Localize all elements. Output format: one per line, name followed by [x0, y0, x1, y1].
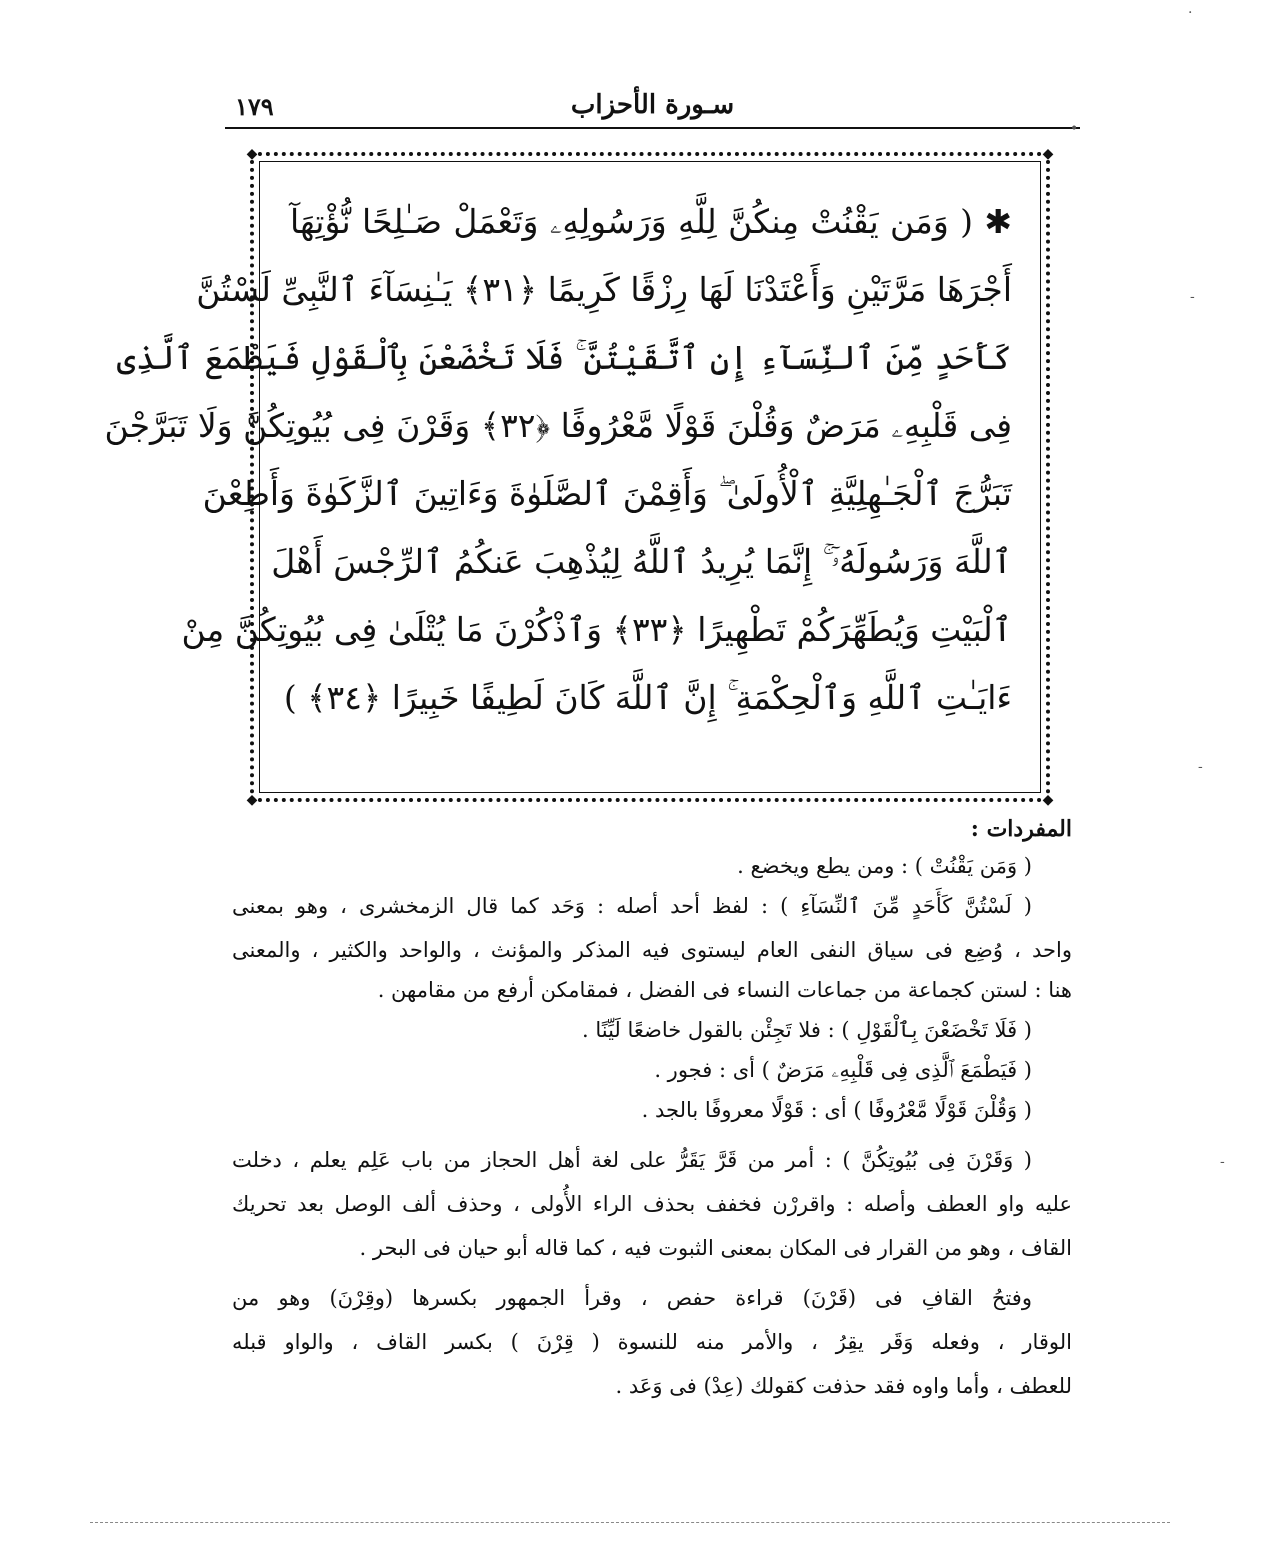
commentary-line: هنا : لستن كجماعة من جماعات النساء فى الفضل ، فمقامكن أرفع من مقامهن . [377, 978, 1072, 1002]
header-rule [225, 127, 1080, 129]
commentary-line: الوقار ، وفعله وَقَر يقِرُ ، والأمر منه للنسوة ( قِرْنَ ) بكسر القاف ، والواو قبله [232, 1330, 1072, 1354]
verse-line: كَأَحَدٍ مِّنَ ٱلنِّسَآءِ إِنِ ٱتَّقَيْتُنَّ ۚ فَلَا تَخْضَعْنَ بِٱلْقَوْلِ فَيَطْمَعَ ٱلَّذِى [116, 338, 1012, 377]
page-number: ١٧٩ [235, 92, 274, 121]
commentary-line: ( وَقُلْنَ قَوْلًا مَّعْرُوفًا ) أى : قَوْلًا معروفًا بالجد . [641, 1098, 1032, 1122]
verse-lines [104, 188, 1012, 732]
commentary-line: ( وَمَن يَقْنُتْ ) : ومن يطع ويخضع . [737, 854, 1032, 878]
vocabulary-heading: المفردات : [970, 816, 1072, 842]
verse-line: ءَايَـٰتِ ٱللَّهِ وَٱلْحِكْمَةِ ۚ إِنَّ ٱللَّهَ كَانَ لَطِيفًا خَبِيرًا ﴿٣٤﴾ ) [283, 678, 1012, 717]
commentary-line: ( وَقَرْنَ فِى بُيُوتِكُنَّ ) : أمر من قَرَّ يَقَرُّ على لغة أهل الحجاز من باب عَلِم يعلم ، دخلت [232, 1148, 1032, 1172]
commentary-line: ( فَيَطْمَعَ ٱلَّذِى فِى قَلْبِهِۦ مَرَضٌ ) أى : فجور . [654, 1058, 1032, 1082]
scan-speck-icon: • [1070, 121, 1079, 137]
frame-corner-ornament-icon: ◆ [246, 146, 258, 162]
surah-title: سـورة الأحزاب [570, 90, 735, 120]
quran-verses-frame [104, 146, 1054, 808]
commentary-line: ( فَلَا تَخْضَعْنَ بِٱلْقَوْلِ ) : فلا تَجِئْن بالقول خاضعًا لَيِّنًا . [581, 1018, 1032, 1042]
frame-corner-ornament-icon: ◆ [246, 792, 258, 808]
scan-speck-icon: - [1220, 1154, 1225, 1170]
verse-line: ٱلْبَيْتِ وَيُطَهِّرَكُمْ تَطْهِيرًا ﴿٣٣﴾ وَٱذْكُرْنَ مَا يُتْلَىٰ فِى بُيُوتِكُنَّ مِنْ [181, 610, 1012, 649]
verse-line: فِى قَلْبِهِۦ مَرَضٌ وَقُلْنَ قَوْلًا مَّعْرُوفًا ﴿٣٢﴾ وَقَرْنَ فِى بُيُوتِكُنَّ وَلَا تَبَرَّجْنَ [104, 406, 1012, 445]
verse-line: تَبَرُّجَ ٱلْجَـٰهِلِيَّةِ ٱلْأُولَىٰ ۖ وَأَقِمْنَ ٱلصَّلَوٰةَ وَءَاتِينَ ٱلزَّكَوٰةَ وَأَطِعْنَ [202, 474, 1012, 513]
verse-line: ✱ ( وَمَن يَقْنُتْ مِنكُنَّ لِلَّهِ وَرَسُولِهِۦ وَتَعْمَلْ صَـٰلِحًا نُّؤْتِهَآ [290, 202, 1012, 241]
commentary-line: عليه واو العطف وأصله : واقررْن فخفف بحذف الراء الأُولى ، وحذف ألف الوصل بعد تحريك [232, 1192, 1072, 1216]
frame-corner-ornament-icon: ◆ [1042, 146, 1054, 162]
scan-speck-icon: - [1198, 759, 1203, 775]
frame-corner-ornament-icon: ◆ [1042, 792, 1054, 808]
verse-line: ٱللَّهَ وَرَسُولَهُۥٓ ۚ إِنَّمَا يُرِيدُ ٱللَّهُ لِيُذْهِبَ عَنكُمُ ٱلرِّجْسَ أَهْلَ [271, 542, 1012, 581]
commentary-line: واحد ، وُضِع فى سياق النفى العام ليستوى فيه المذكر والمؤنث ، والواحد والكثير ، والمعنى [232, 938, 1072, 962]
commentary-line: وفتحُ القافِ فى (قَرْنَ) قراءة حفص ، وقرأ الجمهور بكسرها (وقِرْنَ) وهو من [232, 1286, 1032, 1310]
scan-speck-icon: · [1188, 5, 1193, 21]
scan-speck-icon: - [1190, 289, 1195, 305]
running-header [225, 90, 1080, 130]
vocabulary-commentary [232, 812, 1072, 1406]
commentary-line: القاف ، وهو من القرار فى المكان بمعنى الثبوت فيه ، كما قاله أبو حيان فى البحر . [359, 1236, 1072, 1260]
commentary-line: للعطف ، وأما واوه فقد حذفت كقولك (عِدْ) فى وَعَد . [615, 1374, 1072, 1398]
page-bottom-edge [90, 1522, 1170, 1524]
commentary-line: ( لَسْتُنَّ كَأَحَدٍ مِّنَ ٱلنِّسَآءِ ) : لفظ أحد أصله : وَحَد كما قال الزمخشرى ، وهو بمعنى [232, 894, 1032, 918]
verse-line: أَجْرَهَا مَرَّتَيْنِ وَأَعْتَدْنَا لَهَا رِزْقًا كَرِيمًا ﴿٣١﴾ يَـٰنِسَآءَ ٱلنَّبِىِّ لَسْتُنَّ [196, 270, 1012, 309]
